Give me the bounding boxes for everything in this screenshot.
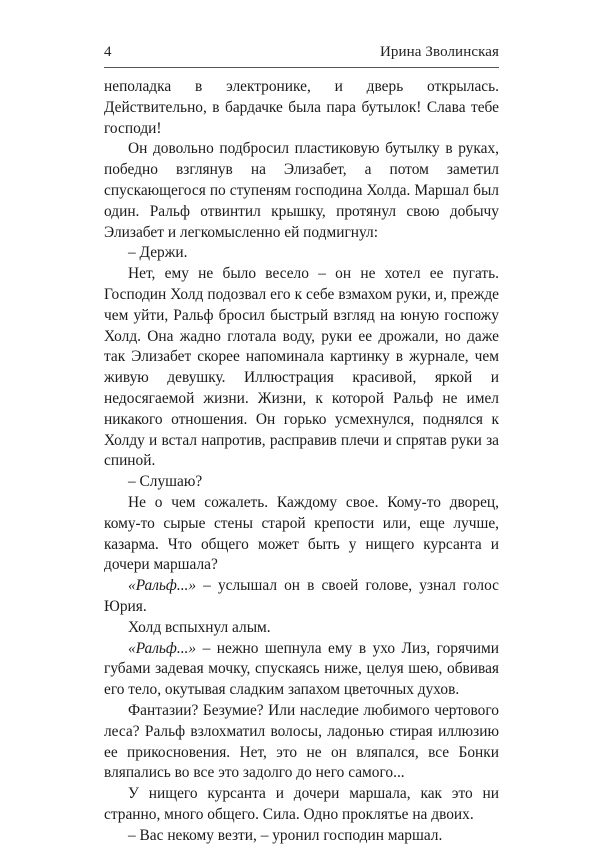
paragraph: неполадка в электронике, и дверь открылась. Действительно, в бардачке была пара бутылок! Слава тебе господи!: [104, 78, 499, 137]
dialogue-line: – Слушаю?: [128, 473, 203, 491]
paragraph: Холд вспыхнул алым.: [128, 618, 271, 636]
running-head-author: Ирина Зволинская: [379, 44, 499, 60]
paragraph-text: – нежно шепнула ему в ухо Лиз, горячими губами задевая мочку, спускаясь ниже, целуя шею, обвивая его тело, окутывая сладким запахом цветочных духов.: [104, 639, 499, 699]
paragraph: [104, 639, 499, 701]
header-rule: [104, 67, 499, 68]
paragraph: Нет, ему не было весело – он не хотел ее пугать. Господин Холд подозвал его к себе взмахом руки, и, прежде чем уйти, Ральф бросил быстрый взгляд на юную госпожу Холд. Она жадно глотала воду, руки ее дрожали, но даже так Элизабет скорее напоминала картинку в журнале, чем живую девушку. Иллюстрация красивой, яркой и недосягаемой жизни. Жизни, к которой Ральф не имел никакого отношения. Он горько усмехнулся, поднялся к Холду и встал напротив, расправив плечи и спрятав руки за спиной.: [104, 265, 499, 470]
paragraph: Он довольно подбросил пластиковую бутылку в руках, победно взглянув на Элизабет, а потом заметил спускающегося по ступеням господина Холда. Маршал был один. Ральф отвинтил крышку, протянул свою добычу Элизабет и легкомысленно ей подмигнул:: [104, 140, 499, 241]
body-text: [104, 77, 499, 846]
paragraph: У нищего курсанта и дочери маршала, как это ни странно, много общего. Сила. Одно проклятье на двоих.: [104, 785, 499, 823]
italic-quote: «Ральф...»: [128, 577, 197, 595]
italic-quote: «Ральф...»: [128, 639, 197, 657]
paragraph: Фантазии? Безумие? Или наследие любимого чертового леса? Ральф взлохматил волосы, ладонью стирая иллюзию ее прикосновения. Нет, это не он вляпался, все Бонки вляпались во все это задолго до него самого...: [104, 701, 499, 782]
paragraph: [104, 576, 499, 618]
dialogue-line: – Вас некому везти, – уронил господин маршал.: [128, 826, 443, 844]
page-number: 4: [104, 44, 112, 60]
paragraph-text: – услышал он в своей голове, узнал голос Юрия.: [104, 577, 499, 615]
dialogue-line: – Держи.: [128, 244, 188, 262]
paragraph: Не о чем сожалеть. Каждому свое. Кому-то дворец, кому-то сырые стены старой крепости или, еще лучше, казарма. Что общего может быть у нищего курсанта и дочери маршала?: [104, 493, 499, 574]
